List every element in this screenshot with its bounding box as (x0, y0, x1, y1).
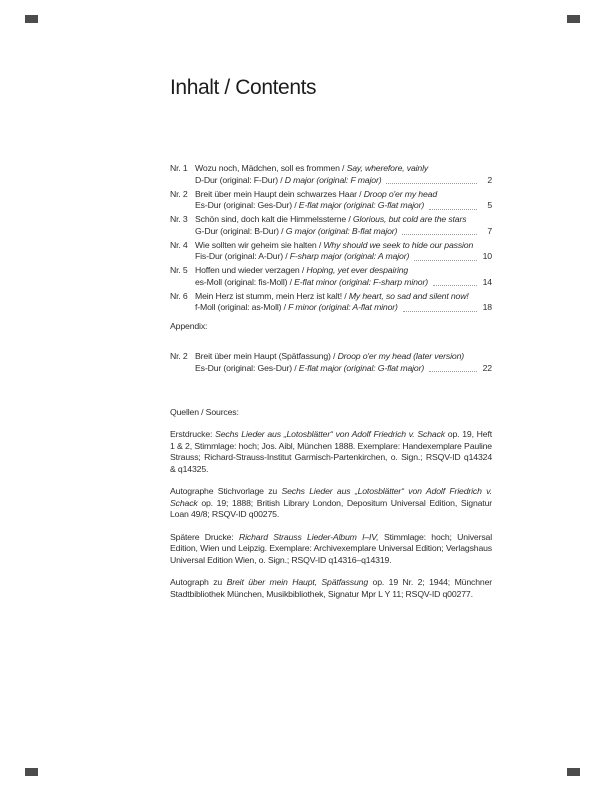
toc-title-german: Mein Herz ist stumm, mein Herz ist kalt! (195, 290, 343, 301)
toc-entry-page: 10 (482, 251, 492, 261)
toc-entry-keyline (195, 226, 492, 238)
sources-paragraphs (170, 429, 492, 611)
toc-entry-number: Nr. 6 (170, 290, 188, 301)
toc-entry-keyline (195, 302, 492, 314)
source-paragraph (170, 532, 492, 567)
toc-key-german: f-Moll (original: as-Moll) (195, 302, 282, 312)
toc-entry-number: Nr. 4 (170, 239, 188, 250)
dotted-leader (429, 364, 477, 372)
toc-entry-title (195, 265, 492, 277)
toc-entry-number: Nr. 3 (170, 214, 188, 224)
dotted-leader (403, 304, 477, 312)
title-separator: / (299, 265, 307, 275)
toc-entry-body (195, 189, 492, 212)
toc-entry-number: Nr. 1 (170, 163, 188, 173)
toc-entry-keyline (195, 175, 492, 187)
source-segment: Autographe Stichvorlage zu (170, 486, 282, 496)
key-separator: / (278, 225, 286, 236)
toc-entry-title (195, 214, 492, 226)
toc-key-english: E-flat minor (original: F-sharp minor) (294, 276, 428, 287)
toc-entry-number: Nr. 5 (170, 265, 188, 275)
toc-entry (170, 163, 492, 186)
toc-key-german: D-Dur (original: F-Dur) (195, 174, 278, 185)
title-separator: / (342, 290, 349, 301)
source-segment: op. 19, Heft 1 & 2, Stimmlage: hoch; Jos. Aibl, München 1888. Exemplare: Handexemplare Pauline Strauss; Richard-Strauss-Institut Garmisch-Partenkirchen, o. Sign.; RSQV-ID q14324 & q14325. (170, 429, 492, 474)
title-separator: / (339, 163, 347, 173)
toc-entry-page: 14 (482, 276, 492, 287)
toc-entry-title (195, 240, 492, 252)
toc-key-english: D major (original: F major) (284, 174, 382, 185)
toc-entry (170, 291, 492, 314)
source-segment-italic: Sechs Lieder aus „Lotosblätter“ von Adolf Friedrich v. Schack (215, 429, 445, 439)
dotted-leader (433, 278, 477, 286)
source-segment: Erstdrucke: (170, 429, 216, 439)
toc-entry-keyline (195, 277, 492, 289)
toc-title-english: My heart, so sad and silent now! (348, 290, 469, 301)
toc-title-german: Breit über mein Haupt (Spätfassung) (195, 351, 331, 361)
source-segment: op. 19 Nr. 2; 1944; Münchner Stadtbibliothek München, Musikbibliothek, Signatur Mpr L Y 11; RSQV-ID q00277. (170, 577, 492, 599)
key-separator: / (281, 302, 289, 312)
source-paragraph (170, 577, 492, 600)
toc-title-german: Wie sollten wir geheim sie halten (195, 239, 317, 250)
toc-entry (170, 240, 492, 263)
toc-entry (170, 214, 492, 237)
toc-title-english: Droop o'er my head (363, 188, 438, 199)
toc-entry (170, 351, 492, 374)
toc-title-english: Why should we seek to hide our passion (323, 239, 474, 250)
source-paragraph (170, 429, 492, 475)
toc-entry-page: 7 (487, 225, 492, 236)
toc-entry-title (195, 291, 492, 303)
appendix-list (170, 351, 492, 377)
key-separator: / (282, 251, 290, 261)
toc-title-german: Hoffen und wieder verzagen (195, 265, 300, 275)
toc-key-german: Es-Dur (original: Ges-Dur) (195, 200, 292, 210)
source-segment-italic: Richard Strauss Lieder-Album I–IV, (239, 531, 379, 542)
toc-title-english: Droop o'er my head (later version) (337, 351, 465, 361)
source-segment: Autograph zu (170, 577, 227, 587)
dotted-leader (402, 227, 477, 235)
toc-entry-body (195, 240, 492, 263)
toc-entry-body (195, 214, 492, 237)
source-segment: op. 19; 1888; British Library London, Depositum Universal Edition, Signatur Loan 49/8; RSQV-ID q00275. (170, 497, 492, 519)
toc-key-english: E-flat major (original: G-flat major) (298, 200, 425, 210)
key-separator: / (287, 276, 295, 287)
toc-entry-keyline (195, 251, 492, 263)
title-separator: / (346, 214, 353, 224)
dotted-leader (386, 176, 477, 184)
toc-entry (170, 265, 492, 288)
toc-entry-page: 2 (487, 174, 492, 185)
toc-entry-title (195, 189, 492, 201)
toc-entry-keyline (195, 200, 492, 212)
toc-title-german: Wozu noch, Mädchen, soll es frommen (195, 163, 340, 173)
toc-entry-body (195, 291, 492, 314)
toc-entry-number: Nr. 2 (170, 351, 188, 361)
key-separator: / (292, 362, 299, 373)
toc-key-german: es-Moll (original: fis-Moll) (195, 276, 288, 287)
toc-entry-title (195, 351, 492, 363)
toc-entry (170, 189, 492, 212)
title-separator: / (330, 351, 338, 361)
toc-key-english: G major (original: B-flat major) (285, 225, 398, 236)
title-separator: / (316, 239, 324, 250)
toc-entry-body (195, 163, 492, 186)
toc-entry-keyline (195, 363, 492, 375)
title-separator: / (356, 188, 364, 199)
toc-key-english: F minor (original: A-flat minor) (288, 302, 398, 312)
corner-mark-top-right (567, 15, 580, 23)
source-segment: Stimmlage: hoch; Universal Edition, Wien und Leipzig. Exemplare: Archivexemplare Universal Edition; Verlagshaus Universal Edition Wien, o. Sign.; RSQV-ID q14316–q14319. (170, 531, 492, 565)
toc-entry-body (195, 265, 492, 288)
toc-entry-body (195, 351, 492, 374)
toc-entry-title (195, 163, 492, 175)
toc-entry-page: 18 (482, 302, 492, 312)
toc-key-german: Es-Dur (original: Ges-Dur) (195, 362, 292, 373)
key-separator: / (292, 200, 299, 210)
toc-title-english: Glorious, but cold are the stars (352, 214, 467, 224)
toc-title-german: Schön sind, doch kalt die Himmelssterne (195, 214, 347, 224)
source-segment: Spätere Drucke: (170, 531, 239, 542)
page-title: Inhalt / Contents (170, 76, 317, 99)
toc-title-english: Say, wherefore, vainly (346, 163, 429, 173)
toc-title-german: Breit über mein Haupt dein schwarzes Haar (195, 188, 357, 199)
toc-key-german: Fis-Dur (original: A-Dur) (195, 251, 283, 261)
corner-mark-bottom-left (25, 768, 38, 776)
toc-entry-number: Nr. 2 (170, 188, 188, 199)
dotted-leader (414, 253, 477, 261)
toc-entry-page: 22 (482, 362, 492, 373)
source-segment-italic: Breit über mein Haupt, Spätfassung (226, 577, 369, 587)
appendix-label: Appendix: (170, 321, 208, 331)
toc-key-german: G-Dur (original: B-Dur) (195, 225, 279, 236)
key-separator: / (277, 174, 285, 185)
corner-mark-bottom-right (567, 768, 580, 776)
toc-list (170, 163, 492, 316)
source-paragraph (170, 486, 492, 521)
sources-heading: Quellen / Sources: (170, 407, 239, 417)
toc-key-english: E-flat major (original: G-flat major) (298, 362, 425, 373)
toc-key-english: F-sharp major (original: A major) (289, 251, 410, 261)
source-segment-italic: Sechs Lieder aus „Lotosblätter“ von Adolf Friedrich v. Schack (170, 486, 492, 508)
toc-entry-page: 5 (487, 200, 492, 210)
toc-title-english: Hoping, yet ever despairing (306, 265, 409, 275)
dotted-leader (429, 202, 477, 210)
corner-mark-top-left (25, 15, 38, 23)
